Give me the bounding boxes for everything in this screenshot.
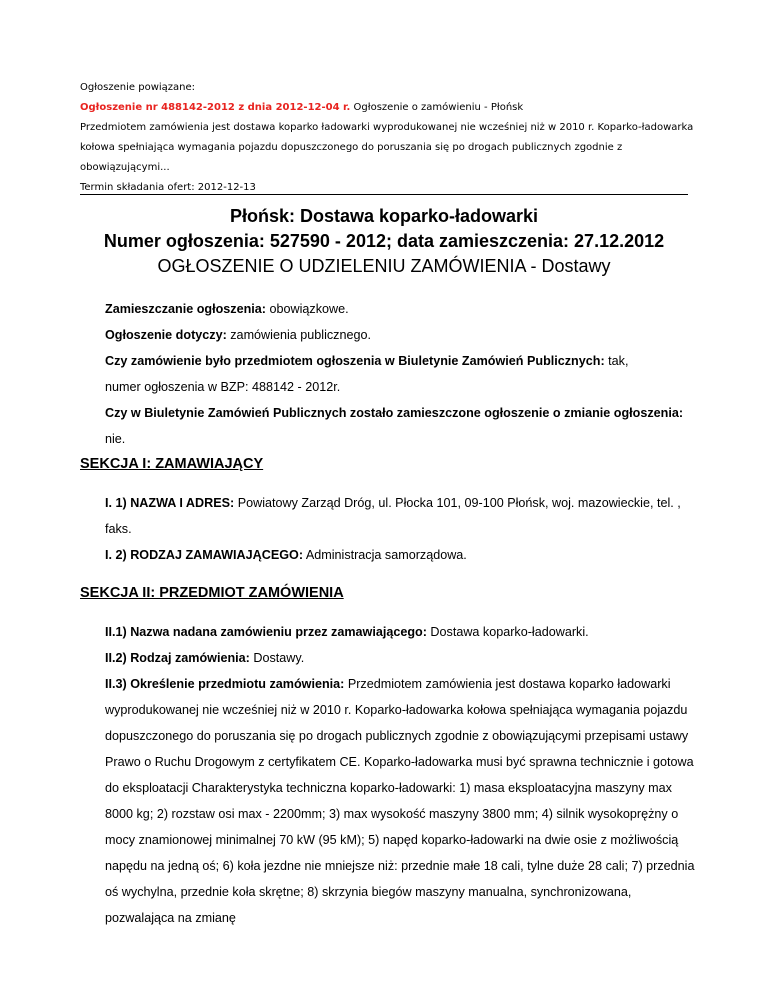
section1-heading: SEKCJA I: ZAMAWIAJĄCY bbox=[80, 456, 264, 472]
related-notice bbox=[80, 78, 700, 198]
section2-heading: SEKCJA II: PRZEDMIOT ZAMÓWIENIA bbox=[80, 585, 344, 601]
field-label: Czy zamówienie było przedmiotem ogłoszenia w Biuletynie Zamówień Publicznych: bbox=[105, 354, 605, 368]
related-notice-link[interactable]: Ogłoszenie nr 488142-2012 z dnia 2012-12-04 r. bbox=[80, 102, 351, 113]
field-bzp-number: numer ogłoszenia w BZP: 488142 - 2012r. bbox=[105, 380, 341, 394]
field-nazwa-zamowienia bbox=[105, 619, 695, 645]
field-label: II.3) Określenie przedmiotu zamówienia: bbox=[105, 677, 345, 691]
field-value: Administracja samorządowa. bbox=[303, 548, 467, 562]
related-notice-suffix: Ogłoszenie o zamówieniu - Płońsk bbox=[350, 102, 524, 113]
field-label: II.2) Rodzaj zamówienia: bbox=[105, 651, 250, 665]
field-label: Ogłoszenie dotyczy: bbox=[105, 328, 227, 342]
field-label: I. 2) RODZAJ ZAMAWIAJĄCEGO: bbox=[105, 548, 304, 562]
related-summary: Przedmiotem zamówienia jest dostawa koparko ładowarki wyprodukowanej nie wcześniej niż w 2010 r. Koparko-ładowarka kołowa spełniająca wymagania pojazdu dopuszczonego do poruszania się po drogach publicznych zgodnie z obowiązującymi... bbox=[80, 122, 694, 173]
notice-type: OGŁOSZENIE O UDZIELENIU ZAMÓWIENIA - Dostawy bbox=[157, 256, 611, 276]
notice-title-block bbox=[80, 204, 688, 279]
field-label: II.1) Nazwa nadana zamówieniu przez zamawiającego: bbox=[105, 625, 427, 639]
field-label: Zamieszczanie ogłoszenia: bbox=[105, 302, 266, 316]
field-zamieszczanie bbox=[105, 296, 695, 322]
related-deadline: Termin składania ofert: 2012-12-13 bbox=[80, 182, 256, 193]
field-value: Przedmiotem zamówienia jest dostawa koparko ładowarki wyprodukowanej nie wcześniej niż w 2010 r. Koparko-ładowarka kołowa spełniająca wymagania pojazdu dopuszczonego do poruszania się po drogach publicznych zgodnie z obowiązującymi przepisami ustawy Prawo o Ruchu Drogowym z certyfikatem CE. Koparko-ładowarka musi być sprawna technicznie i gotowa do eksploatacji Charakterystyka techniczna koparko-ładowarki: 1) masa eksploatacyjna maszyny max 8000 kg; 2) rozstaw osi max - 2200mm; 3) max wysokość maszyny 3800 mm; 4) silnik wysokoprężny o mocy znamionowej minimalnej 70 kW (95 kM); 5) napęd koparko-ładowarki na dwie osie z możliwością napędu na jedną oś; 6) koła jezdne nie mniejsze niż: przednie małe 18 cali, tylne duże 28 cali; 7) przednia oś wychylna, przednie koła skrętne; 8) skrzynia biegów maszyny manualna, synchronizowana, pozwalająca na zmianę bbox=[105, 677, 695, 925]
horizontal-divider bbox=[80, 194, 688, 195]
field-value: nie. bbox=[105, 432, 126, 446]
field-nazwa-adres bbox=[105, 490, 695, 542]
field-value: tak, bbox=[604, 354, 629, 368]
field-rodzaj-zamawiajacego bbox=[105, 542, 695, 568]
notice-title: Płońsk: Dostawa koparko-ładowarki bbox=[229, 206, 539, 226]
field-value: Dostawy. bbox=[249, 651, 305, 665]
field-value: Dostawa koparko-ładowarki. bbox=[426, 625, 589, 639]
field-value: Powiatowy Zarząd Dróg, ul. Płocka 101, 09-100 Płońsk, woj. mazowieckie, tel. , faks. bbox=[105, 496, 681, 536]
field-zmiana bbox=[105, 400, 695, 452]
intro-fields bbox=[105, 296, 695, 452]
field-rodzaj-zamowienia bbox=[105, 645, 695, 671]
section2-body bbox=[105, 619, 695, 931]
field-bzp bbox=[105, 348, 695, 374]
notice-number-date: Numer ogłoszenia: 527590 - 2012; data zamieszczenia: 27.12.2012 bbox=[103, 231, 665, 251]
field-value: zamówienia publicznego. bbox=[226, 328, 371, 342]
field-value: obowiązkowe. bbox=[265, 302, 349, 316]
field-okreslenie-przedmiotu bbox=[105, 671, 695, 931]
field-label: I. 1) NAZWA I ADRES: bbox=[105, 496, 235, 510]
section1-body bbox=[105, 490, 695, 568]
field-label: Czy w Biuletynie Zamówień Publicznych zostało zamieszczone ogłoszenie o zmianie ogłoszenia: bbox=[105, 406, 684, 420]
related-notice-line bbox=[80, 98, 700, 118]
related-heading: Ogłoszenie powiązane: bbox=[80, 82, 196, 93]
field-dotyczy bbox=[105, 322, 695, 348]
